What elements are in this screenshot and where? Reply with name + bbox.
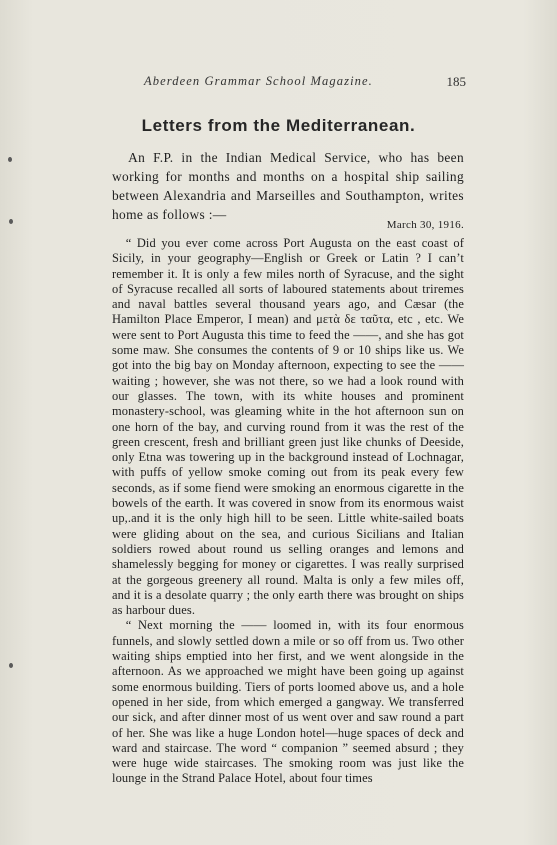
article-title: Letters from the Mediterranean. (141, 116, 416, 135)
margin-speck-mark (9, 663, 13, 668)
running-title: Aberdeen Grammar School Magazine. (144, 74, 373, 88)
letter-body (112, 236, 464, 787)
letter-paragraph: “ Did you ever come across Port Augusta on the east coast of Sicily, in your geography—English or Greek or Latin ? I can’t remember it. It is only a few miles north of Syracuse, and the sight of Syracuse recalled all sorts of laboured statements about triremes and naval battles several thousand years ago, and Cæsar (the Hamilton Place Emperor, I mean) and μετὰ δε ταῦτα, etc , etc. We were sent to Port Augusta this time to feed the ——, and she has got some maw. She consumes the contents of 9 or 10 ships like us. We got into the big bay on Monday afternoon, expecting to see the —— waiting ; however, she was not there, so we had a look round with our glasses. The town, with its white houses and prominent monastery-school, was gleaming white in the hot afternoon sun on one horn of the bay, and curving round from it was the rest of the green crescent, fresh and brilliant green just like chunks of Deeside, only Etna was towering up in the background instead of Lochnagar, with puffs of yellow smoke coming out from its peak every few seconds, as if some fiend were smoking an enormous cigarette in the bowels of the earth. It was covered in snow from its enormous waist up,.and it is the only high hill to be seen. Little white-sailed boats were gliding about on the sea, and curious Sicilians and Italian soldiers rowed about round us selling oranges and lemons and shamelessly begging for money or cigarettes. I was really surprised at the gorgeous greenery all round. Malta is only a few miles off, and it is a desolate quarry ; the only earth there was brought on ships as harbour dues. (112, 236, 464, 618)
letter-date: March 30, 1916. (386, 219, 464, 231)
intro-paragraph: An F.P. in the Indian Medical Service, who has been working for months and months on a hospital ship sailing between Alexandria and Marseilles and Southampton, writes home as follows :— (112, 150, 464, 222)
margin-speck-mark (8, 157, 12, 162)
letter-paragraph: “ Next morning the —— loomed in, with its four enormous funnels, and slowly settled down a mile or so off from us. Two other waiting ships emptied into her first, and we went alongside in the afternoon. As we approached we might have been going up against some enormous building. Tiers of ports loomed above us, and a hole opened in her side, from which emerged a gangway. We transferred our sick, and after dinner most of us went over and saw round a part of her. She was like a huge London hotel—huge spaces of deck and ward and staircase. The word “ companion ” seemed absurd ; they were huge wide staircases. The smoking room was just like the lounge in the Strand Palace Hotel, about four times (112, 618, 464, 786)
margin-speck-mark (9, 219, 13, 224)
page-number: 185 (446, 74, 466, 89)
running-head (110, 74, 466, 94)
